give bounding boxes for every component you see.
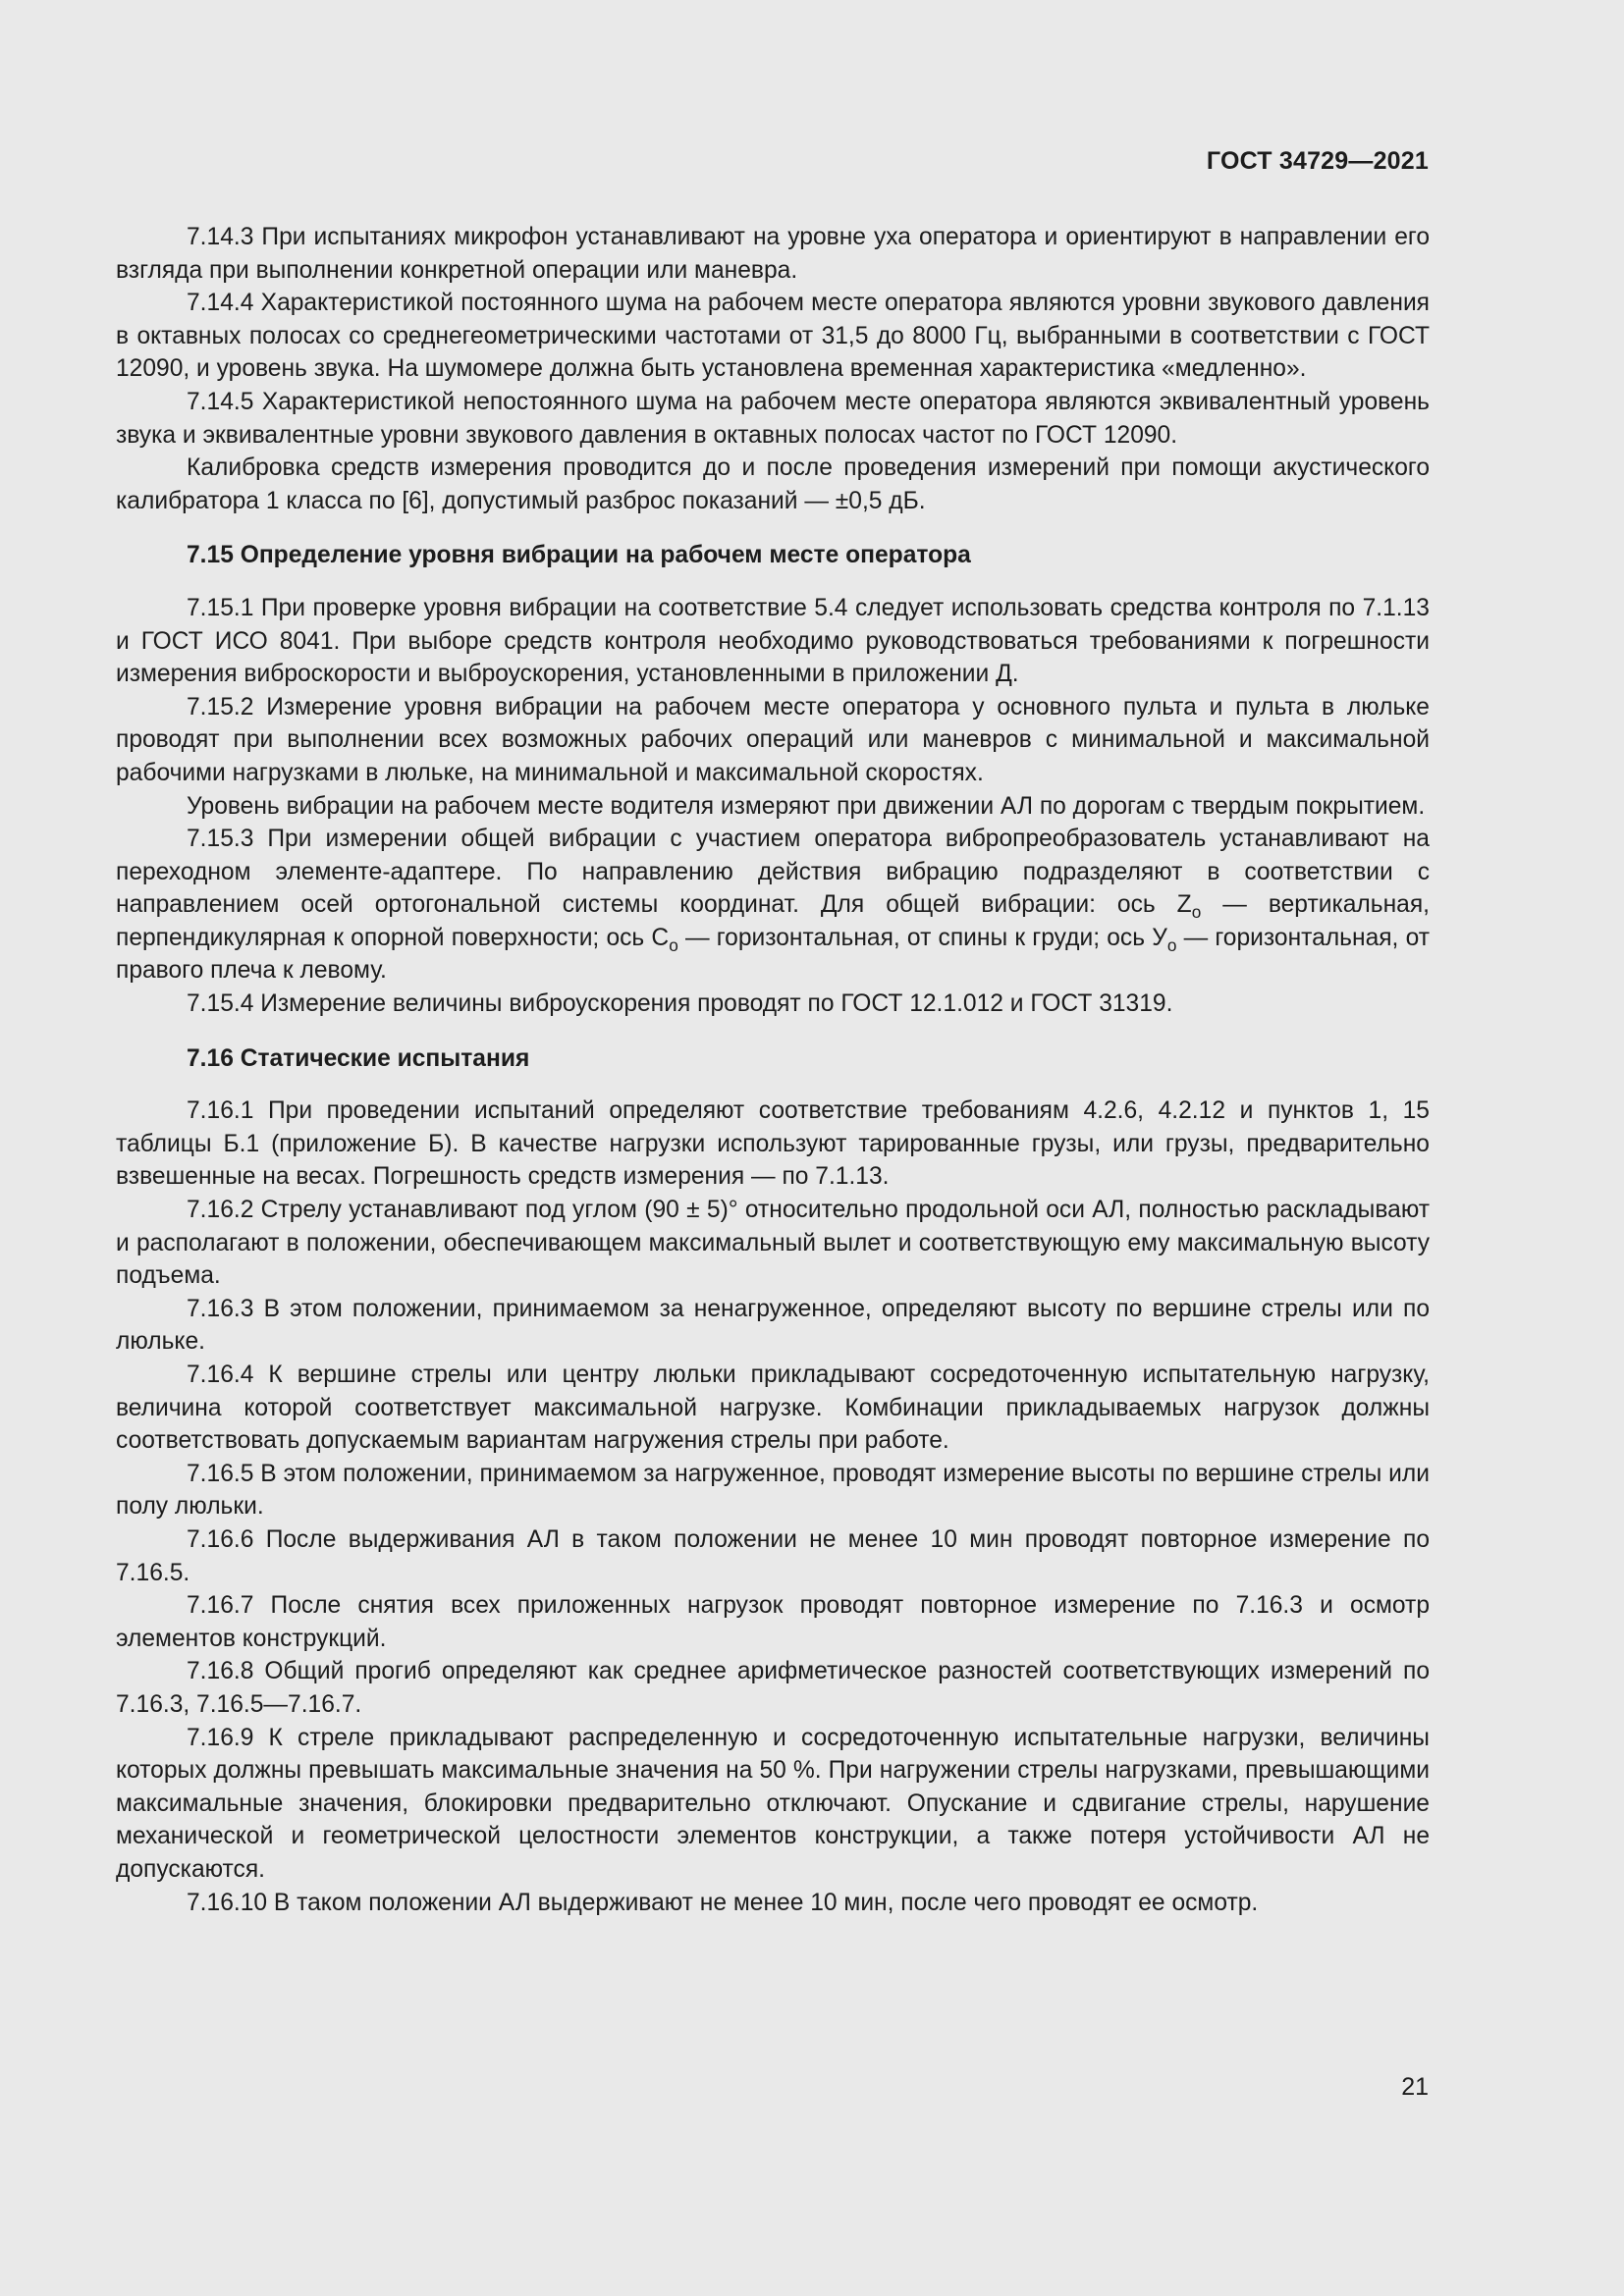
paragraph-7-14-3: 7.14.3 При испытаниях микрофон устанавливают на уровне уха оператора и ориентируют в направлении его взгляда при выполнении конкретной операции или маневра. — [116, 224, 1430, 284]
axis-c-subscript: о — [669, 934, 678, 955]
axis-z-subscript: о — [1191, 902, 1202, 923]
paragraph-7-15-3 — [116, 823, 1430, 988]
paragraph-vibration-driver: Уровень вибрации на рабочем месте водителя измеряют при движении АЛ по дорогам с твердым покрытием. — [187, 792, 1426, 820]
section-heading-7-16: 7.16 Статические испытания — [187, 1044, 530, 1072]
paragraph-7-14-5: 7.14.5 Характеристикой непостоянного шума на рабочем месте оператора являются эквивалентный уровень звука и эквивалентные уровни звукового давления в октавных полосах частот по ГОСТ 12090. — [116, 388, 1430, 449]
section-heading-7-15: 7.15 Определение уровня вибрации на рабочем месте оператора — [187, 542, 971, 569]
paragraph-7-15-1: 7.15.1 При проверке уровня вибрации на соответствие 5.4 следует использовать средства контроля по 7.1.13 и ГОСТ ИСО 8041. При выборе средств контроля необходимо руководствоваться требованиями к погрешности измерения виброскорости и выброускорения, установленными в приложении Д. — [116, 594, 1430, 688]
paragraph-calibration: Калибровка средств измерения проводится до и после проведения измерений при помощи акустического калибратора 1 класса по [6], допустимый разброс показаний — ±0,5 дБ. — [116, 454, 1430, 514]
paragraph-7-16-1: 7.16.1 При проведении испытаний определяют соответствие требованиям 4.2.6, 4.2.12 и пунктов 1, 15 таблицы Б.1 (приложение Б). В качестве нагрузки используют тарированные грузы, или грузы, предварительно взвешенные на весах. Погрешность средств измерения — по 7.1.13. — [116, 1097, 1430, 1191]
paragraph-7-14-4: 7.14.4 Характеристикой постоянного шума на рабочем месте оператора являются уровни звукового давления в октавных полосах со среднегеометрическими частотами от 31,5 до 8000 Гц, выбранными в соответствии с ГОСТ 12090, и уровень звука. На шумомере должна быть установлена временная характеристика «медленно». — [116, 290, 1430, 383]
paragraph-7-15-3-text-2: — вертикальная, перпендикулярная к опорной поверхности; ось С — [116, 891, 1430, 951]
page-number: 21 — [1401, 2073, 1429, 2101]
paragraph-7-15-2: 7.15.2 Измерение уровня вибрации на рабочем месте оператора у основного пульта и пульта в люльке проводят при выполнении всех возможных рабочих операций или маневров с минимальной и максимальной рабочими нагрузками в люльке, на минимальной и максимальной скоростях. — [116, 693, 1430, 786]
document-code: ГОСТ 34729—2021 — [1206, 147, 1429, 175]
paragraph-7-15-3-text-4: — горизонтальная, от правого плеча к левому. — [116, 924, 1430, 985]
paragraph-7-16-2: 7.16.2 Стрелу устанавливают под углом (90 ± 5)° относительно продольной оси АЛ, полностью раскладывают и располагают в положении, обеспечивающем максимальный вылет и соответствующую ему максимальную высоту подъема. — [116, 1197, 1430, 1290]
page-body — [116, 221, 1430, 1919]
paragraph-7-16-8: 7.16.8 Общий прогиб определяют как среднее арифметическое разностей соответствующих измерений по 7.16.3, 7.16.5—7.16.7. — [116, 1658, 1430, 1718]
paragraph-7-16-7: 7.16.7 После снятия всех приложенных нагрузок проводят повторное измерение по 7.16.3 и осмотр элементов конструкций. — [116, 1592, 1430, 1652]
paragraph-7-15-4: 7.15.4 Измерение величины виброускорения проводят по ГОСТ 12.1.012 и ГОСТ 31319. — [187, 990, 1173, 1018]
paragraph-7-16-9: 7.16.9 К стреле прикладывают распределенную и сосредоточенную испытательные нагрузки, величины которых должны превышать максимальные значения на 50 %. При нагружении стрелы нагрузками, превышающими максимальные значения, блокировки предварительно отключают. Опускание и сдвигание стрелы, нарушение механической и геометрической целостности элементов конструкции, а также потеря устойчивости АЛ не допускаются. — [116, 1724, 1430, 1883]
paragraph-7-15-3-text-3: — горизонтальная, от спины к груди; ось У — [677, 924, 1167, 951]
paragraph-7-16-5: 7.16.5 В этом положении, принимаемом за нагруженное, проводят измерение высоты по вершине стрелы или полу люльки. — [116, 1460, 1430, 1521]
paragraph-7-16-10: 7.16.10 В таком положении АЛ выдерживают не менее 10 мин, после чего проводят ее осмотр. — [187, 1889, 1259, 1916]
paragraph-7-16-4: 7.16.4 К вершине стрелы или центру люльки прикладывают сосредоточенную испытательную нагрузку, величина которой соответствует максимальной нагрузке. Комбинации прикладываемых нагрузок должны соответствовать допускаемым вариантам нагружения стрелы при работе. — [116, 1362, 1430, 1455]
axis-y-subscript: о — [1166, 934, 1177, 955]
paragraph-7-15-3-text-1: 7.15.3 При измерении общей вибрации с участием оператора вибропреобразователь устанавливают на переходном элементе-адаптере. По направлению действия вибрацию подразделяют в соответствии с направлением осей ортогональной системы координат. Для общей вибрации: ось Z — [116, 826, 1430, 919]
paragraph-7-16-6: 7.16.6 После выдерживания АЛ в таком положении не менее 10 мин проводят повторное измерение по 7.16.5. — [116, 1525, 1430, 1586]
paragraph-7-16-3: 7.16.3 В этом положении, принимаемом за ненагруженное, определяют высоту по вершине стрелы или по люльке. — [116, 1295, 1430, 1356]
